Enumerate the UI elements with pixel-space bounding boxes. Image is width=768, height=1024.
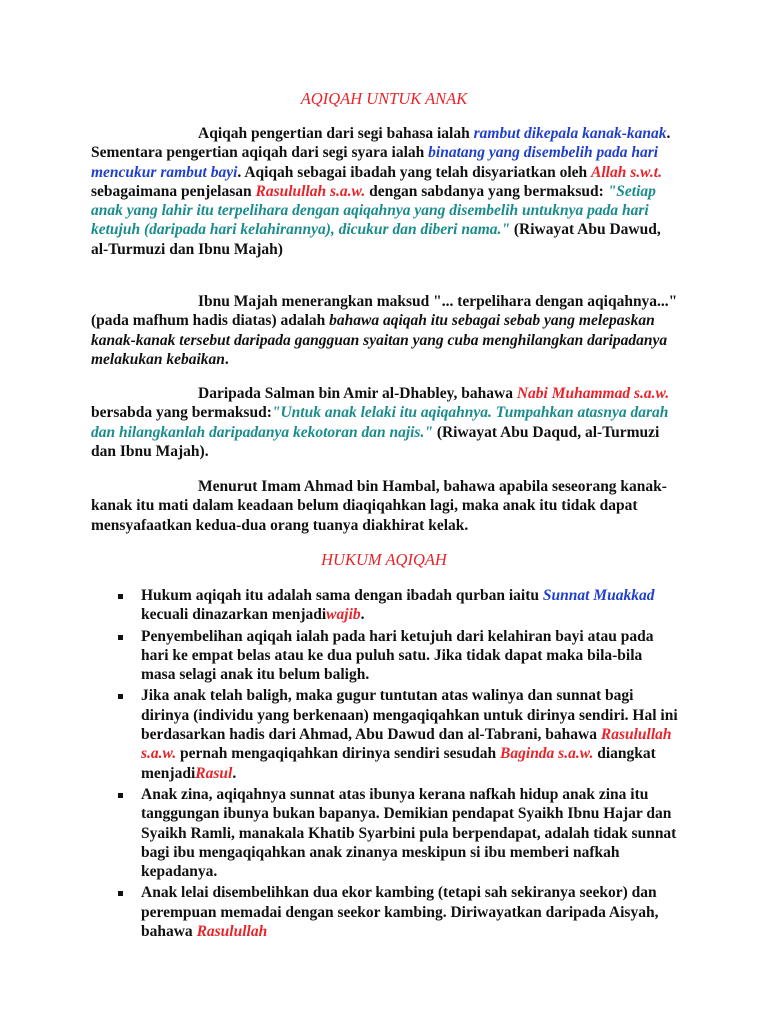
list-item [118, 686, 678, 782]
name-baginda: Baginda s.a.w. [500, 745, 594, 763]
text: sebagaimana penjelasan [91, 182, 256, 200]
section-heading-hukum: HUKUM AQIQAH [321, 550, 447, 569]
text: . [232, 764, 237, 782]
text: Daripada Salman bin Amir al-Dhabley, bahawa [198, 385, 517, 402]
text: pernah mengaqiqahkan dirinya sendiri sesudah [176, 745, 501, 763]
text: Anak zina, aqiqahnya sunnat atas ibunya kerana nafkah hidup anak zina itu tanggungan ibunya bukan bapanya. Demikian pendapat Syaikh Ibnu Hajar dan Syaikh Ramli, manakala Khatib Syarbini pula berpendapat, adalah tidak sunnat bagi ibu mengaqiqahkan anak zinanya meskipun si ibu memberi nafkah kepadanya. [141, 785, 677, 881]
text: Hukum aqiqah itu adalah sama dengan ibadah qurban iaitu [141, 587, 543, 604]
list-item [118, 883, 678, 941]
list-item [118, 586, 678, 625]
name-rasulullah: Rasulullah [196, 923, 268, 941]
italic-explanation: bahawa aqiqah itu sebagai sebab yang melepaskan kanak-kanak tersebut daripada gangguan syaitan yang cuba menghilangkan daripadanya melakukan kebaikan [91, 312, 668, 368]
document-title: AQIQAH UNTUK ANAK [300, 89, 468, 108]
hukum-list [118, 586, 678, 941]
text: (Riwayat Abu Daqud, al-Turmuzi dan Ibnu Majah). [91, 423, 660, 460]
text: dengan sabdanya yang bermaksud: [365, 182, 608, 200]
text: Ibnu Majah menerangkan maksud "... terpelihara dengan aqiqahnya..." (pada mafhum hadis diatas) adalah [91, 293, 678, 330]
text: . Sementara pengertian aqiqah dari segi syara ialah [91, 125, 671, 162]
text: Jika anak telah baligh, maka gugur tuntutan atas walinya dan sunnat bagi dirinya (individu yang berkenaan) mengaqiqahkan untuk dirinya sendiri. Hal ini berdasarkan hadis dari Ahmad, Abu Dawud dan al-Tabrani, bahawa [141, 687, 678, 744]
term-binatang: binatang yang disembelih pada hari mencukur rambut bayi [91, 144, 659, 181]
name-rasulullah: Rasulullah s.a.w. [255, 182, 366, 200]
hadith-quote: "Untuk anak lelaki itu aqiqahnya. Tumpahkan atasnya darah dan hilangkanlah daripadanya kekotoran dan najis." [91, 404, 669, 441]
name-rasulullah: Rasulullah s.a.w. [141, 726, 672, 763]
text: . [360, 606, 365, 624]
paragraph-salman [91, 384, 681, 461]
term-sunnat: Sunnat Muakkad [542, 587, 655, 604]
list-item [118, 785, 678, 881]
term-wajib: wajib [326, 606, 361, 624]
term-rambut: rambut dikepala kanak-kanak [473, 125, 667, 142]
hadith-quote: "Setiap anak yang lahir itu terpelihara dengan aqiqahnya yang disembelih untuknya pada hari ketujuh (daripada hari kelahirannya), dicukur dan diberi nama." [91, 182, 656, 239]
text: bersabda yang bermaksud: [91, 404, 272, 422]
name-allah: Allah s.w.t. [591, 163, 662, 181]
paragraph-ibnu-majah [91, 292, 681, 369]
list-item [118, 627, 678, 685]
text: diangkat menjadi [141, 745, 656, 782]
text: kecuali dinazarkan menjadi [141, 606, 327, 624]
term-rasul: Rasul [195, 764, 233, 782]
text: Anak lelai disembelihkan dua ekor kambing (tetapi sah sekiranya seekor) dan perempuan memadai dengan seekor kambing. Diriwayatkan daripada Aisyah, bahawa [141, 884, 659, 941]
text: Aqiqah pengertian dari segi bahasa ialah [198, 125, 474, 142]
text: . Aqiqah sebagai ibadah yang telah disyariatkan oleh [237, 163, 592, 181]
text: Menurut Imam Ahmad bin Hambal, bahawa apabila seseorang kanak-kanak itu mati dalam keadaan belum diaqiqahkan lagi, maka anak itu tidak dapat mensyafaatkan kedua-dua orang tuanya diakhirat kelak. [91, 478, 667, 534]
text: (Riwayat Abu Dawud, al-Turmuzi dan Ibnu Majah) [91, 221, 661, 258]
text: Penyembelihan aqiqah ialah pada hari ketujuh dari kelahiran bayi atau pada hari ke empat belas atau ke dua puluh satu. Jika tidak dapat maka bila-bila masa selagi anak itu belum baligh. [141, 627, 654, 684]
paragraph-imam-ahmad [91, 477, 681, 535]
paragraph-definition [91, 124, 681, 259]
name-nabi: Nabi Muhammad s.a.w. [516, 385, 670, 402]
text: . [224, 350, 229, 368]
